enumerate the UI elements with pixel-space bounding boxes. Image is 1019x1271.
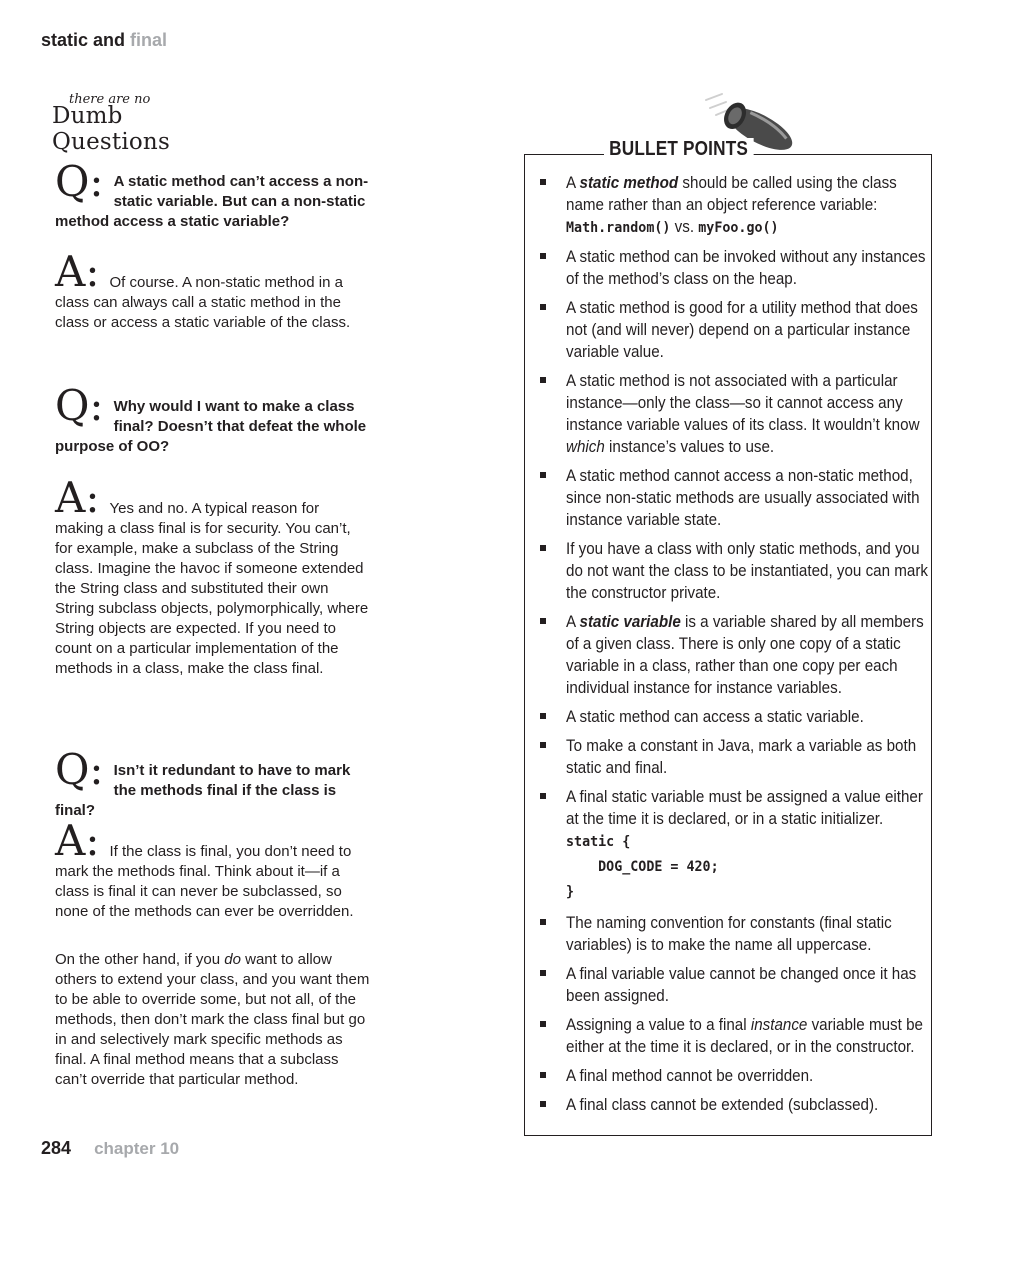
question-3 <box>55 745 370 821</box>
question-text: Isn’t it redundant to have to mark the methods final if the class is final? <box>55 762 351 819</box>
list-item: If you have a class with only static methods, and you do not want the class to be instantiated, you can mark the constructor private. <box>540 538 930 604</box>
answer-text: If the class is final, you don’t need to mark the methods final. Think about it—if a class is final it can never be subclassed, so none of the methods can ever be overridden. <box>55 843 354 920</box>
answer-3-continued <box>55 950 370 1090</box>
code-math-random: Math.random() <box>566 220 671 236</box>
q-letter: Q: <box>55 381 104 430</box>
list-item: To make a constant in Java, mark a variable as both static and final. <box>540 735 930 779</box>
a-letter: A: <box>55 473 100 522</box>
header-final: final <box>130 30 168 50</box>
page-footer <box>41 1138 179 1159</box>
answer-text: Of course. A non-static method in a class can always call a static method in the class or access a static variable of the class. <box>55 274 351 331</box>
logo-big-text: Dumb Questions <box>52 103 170 155</box>
code-static-block-line3: } <box>566 884 575 900</box>
answer-1 <box>55 247 370 333</box>
list-item: The naming convention for constants (final static variables) is to make the name all uppercase. <box>540 912 930 956</box>
dumb-questions-logo <box>52 92 242 155</box>
bullet-points-title: BULLET POINTS <box>604 138 753 161</box>
question-text: A static method can’t access a non-static variable. But can a non-static method access a static variable? <box>55 173 369 230</box>
code-static-block-line2: DOG_CODE = 420; <box>566 859 719 875</box>
list-item: A static method can access a static variable. <box>540 706 930 728</box>
list-item: Assigning a value to a final instance variable must be either at the time it is declared, or in the constructor. <box>540 1014 930 1058</box>
running-header <box>41 30 167 51</box>
list-item: A static method is good for a utility method that does not (and will never) depend on a particular instance variable value. <box>540 297 930 363</box>
list-item: A final class cannot be extended (subclassed). <box>540 1094 930 1116</box>
list-item: A static method is not associated with a particular instance—only the class—so it cannot access any instance variable values of its class. It wouldn’t know which instance’s values to use. <box>540 370 930 458</box>
chapter-label: chapter 10 <box>94 1139 180 1158</box>
page-number: 284 <box>41 1138 72 1158</box>
list-item: A final static variable must be assigned a value either at the time it is declared, or in a static initializer. static { DOG_CODE = 420; } <box>540 786 930 905</box>
a-letter: A: <box>55 816 100 865</box>
question-text: Why would I want to make a class final? Doesn’t that defeat the whole purpose of OO? <box>55 398 367 455</box>
code-myfoo-go: myFoo.go() <box>698 220 779 236</box>
list-item: A static method can be invoked without any instances of the method’s class on the heap. <box>540 246 930 290</box>
answer-text: Yes and no. A typical reason for making a class final is for security. You can’t, for example, make a subclass of the String class. Imagine the havoc if someone extended the String class and substituted their own String subclass objects, polymorphically, where String objects are expected. If you need to count on a particular implementation of the methods in a class, make the class final. <box>55 500 369 677</box>
logo-small-text: there are no <box>69 92 151 107</box>
list-item: A static method cannot access a non-static method, since non-static methods are usually associated with instance variable state. <box>540 465 930 531</box>
list-item: A final method cannot be overridden. <box>540 1065 930 1087</box>
q-letter: Q: <box>55 157 104 206</box>
question-2 <box>55 381 370 457</box>
code-static-block-line1: static { <box>566 834 631 850</box>
header-static: static and <box>41 30 126 50</box>
a-letter: A: <box>55 247 100 296</box>
list-item: A static method should be called using the class name rather than an object reference variable: Math.random() vs. myFoo.go() <box>540 172 930 239</box>
q-letter: Q: <box>55 745 104 794</box>
answer-2 <box>55 473 370 679</box>
answer-paragraph: On the other hand, if you do want to allow others to extend your class, and you want them to be able to override some, but not all, of the methods, then don’t mark the class final but go in and selectively mark specific methods as final. A final method means that a subclass can’t override that particular method. <box>55 951 370 1088</box>
question-1 <box>55 157 370 232</box>
answer-3 <box>55 816 370 922</box>
list-item: A static variable is a variable shared by all members of a given class. There is only one copy of a static variable in a class, rather than one copy per each individual instance for instance variables. <box>540 611 930 699</box>
list-item: A final variable value cannot be changed once it has been assigned. <box>540 963 930 1007</box>
bullet-list <box>540 172 930 1123</box>
